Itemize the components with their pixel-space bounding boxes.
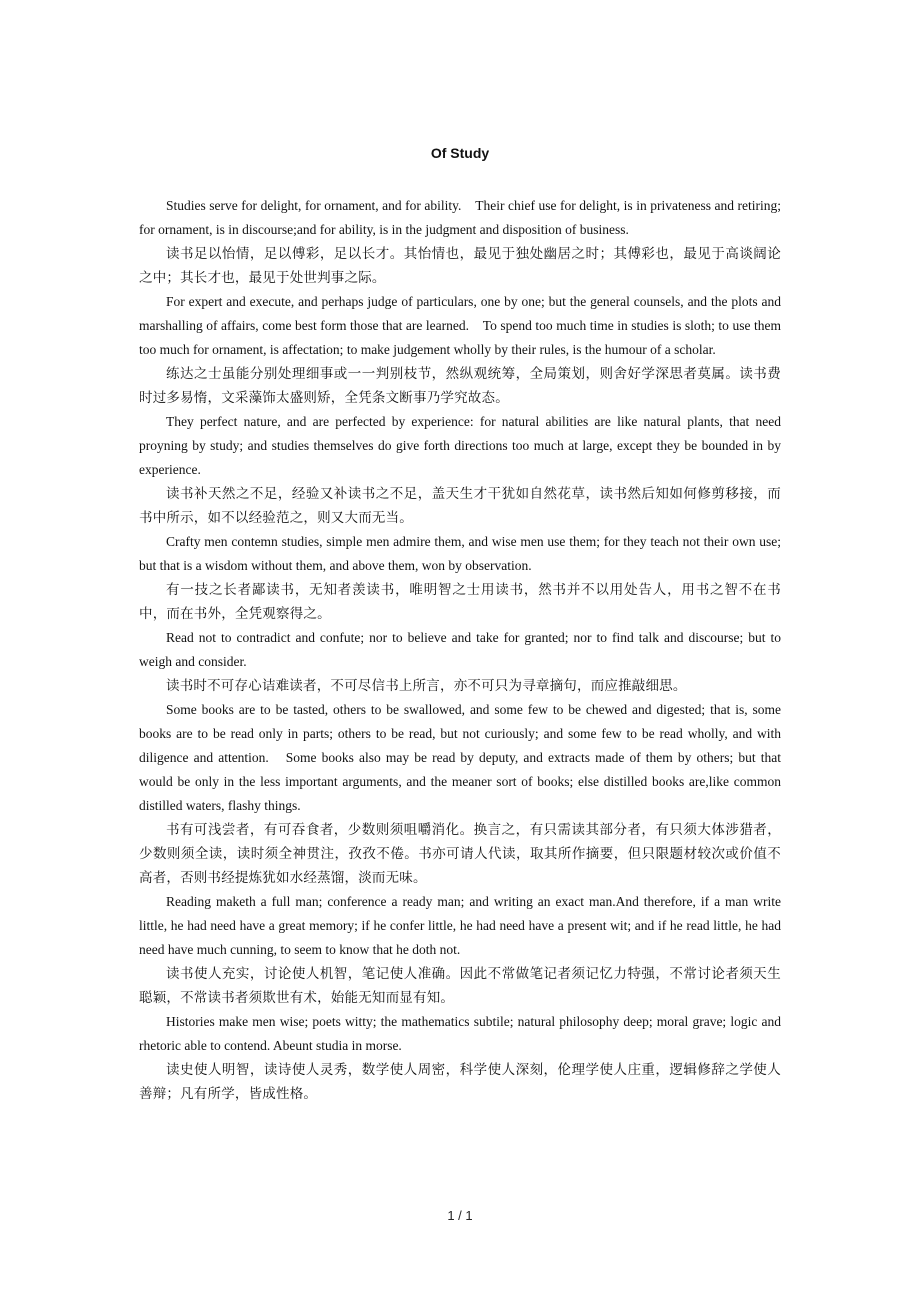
paragraph-english: Crafty men contemn studies, simple men admire them, and wise men use them; for they teach not their own use; but that is a wisdom without them, and above them, won by observation.: [139, 534, 781, 573]
paragraph-english: Read not to contradict and confute; nor to believe and take for granted; nor to find talk and discourse; but to weigh and consider.: [139, 630, 781, 669]
paragraph-chinese: 书有可浅尝者，有可吞食者，少数则须咀嚼消化。换言之，有只需读其部分者，有只须大体涉猎者，少数则须全读，读时须全神贯注，孜孜不倦。书亦可请人代读，取其所作摘要，但只限题材较次或价值不高者，否则书经提炼犹如水经蒸馏，淡而无味。: [139, 822, 781, 886]
paragraph-chinese: 读书补天然之不足，经验又补读书之不足，盖天生才干犹如自然花草，读书然后知如何修剪移接，而书中所示，如不以经验范之，则又大而无当。: [139, 486, 781, 526]
paragraph-chinese: 读书使人充实，讨论使人机智，笔记使人准确。因此不常做笔记者须记忆力特强，不常讨论者须天生聪颖，不常读书者须欺世有术，始能无知而显有知。: [139, 966, 781, 1006]
paragraph-english: For expert and execute, and perhaps judge of particulars, one by one; but the general counsels, and the plots and marshalling of affairs, come best form those that are learned. To spend too much time in studies is sloth; to use them too much for ornament, is affectation; to make judgement wholly by their rules, is the humour of a scholar.: [139, 294, 781, 357]
paragraph-chinese: 有一技之长者鄙读书，无知者羡读书，唯明智之士用读书，然书并不以用处告人，用书之智不在书中，而在书外，全凭观察得之。: [139, 582, 781, 622]
paragraph-english: They perfect nature, and are perfected by experience: for natural abilities are like natural plants, that need proyning by study; and studies themselves do give forth directions too much at large, except they be bounded in by experience.: [139, 414, 781, 477]
paragraph-english: Reading maketh a full man; conference a ready man; and writing an exact man.And therefore, if a man write little, he had need have a great memory; if he confer little, he had need have a present wit; and if he read little, he had need have much cunning, to seem to know that he doth not.: [139, 894, 781, 957]
paragraph-english: Histories make men wise; poets witty; the mathematics subtile; natural philosophy deep; moral grave; logic and rhetoric able to contend. Abeunt studia in morse.: [139, 1014, 781, 1053]
page-number: 1 / 1: [447, 1208, 473, 1223]
paragraph-chinese: 读史使人明智，读诗使人灵秀，数学使人周密，科学使人深刻，伦理学使人庄重，逻辑修辞之学使人善辩；凡有所学，皆成性格。: [139, 1062, 781, 1102]
document-body: [139, 194, 781, 1106]
document-title: Of Study: [430, 145, 490, 161]
paragraph-chinese: 读书足以怡情，足以傅彩，足以长才。其怡情也，最见于独处幽居之时；其傅彩也，最见于高谈阔论之中；其长才也，最见于处世判事之际。: [139, 246, 781, 286]
paragraph-english: Studies serve for delight, for ornament, and for ability. Their chief use for delight, is in privateness and retiring; for ornament, is in discourse;and for ability, is in the judgment and disposition of business.: [139, 198, 781, 237]
paragraph-english: Some books are to be tasted, others to be swallowed, and some few to be chewed and digested; that is, some books are to be read only in parts; others to be read, but not curiously; and some few to be read wholly, and with diligence and attention. Some books also may be read by deputy, and extracts made of them by others; but that would be only in the less important arguments, and the meaner sort of books; else distilled books are,like common distilled waters, flashy things.: [139, 702, 781, 813]
paragraph-chinese: 练达之士虽能分别处理细事或一一判别枝节，然纵观统筹，全局策划，则舍好学深思者莫属。读书费时过多易惰，文采藻饰太盛则矫，全凭条文断事乃学究故态。: [139, 366, 781, 406]
paragraph-chinese: 读书时不可存心诘难读者，不可尽信书上所言，亦不可只为寻章摘句，而应推敲细思。: [166, 678, 687, 694]
